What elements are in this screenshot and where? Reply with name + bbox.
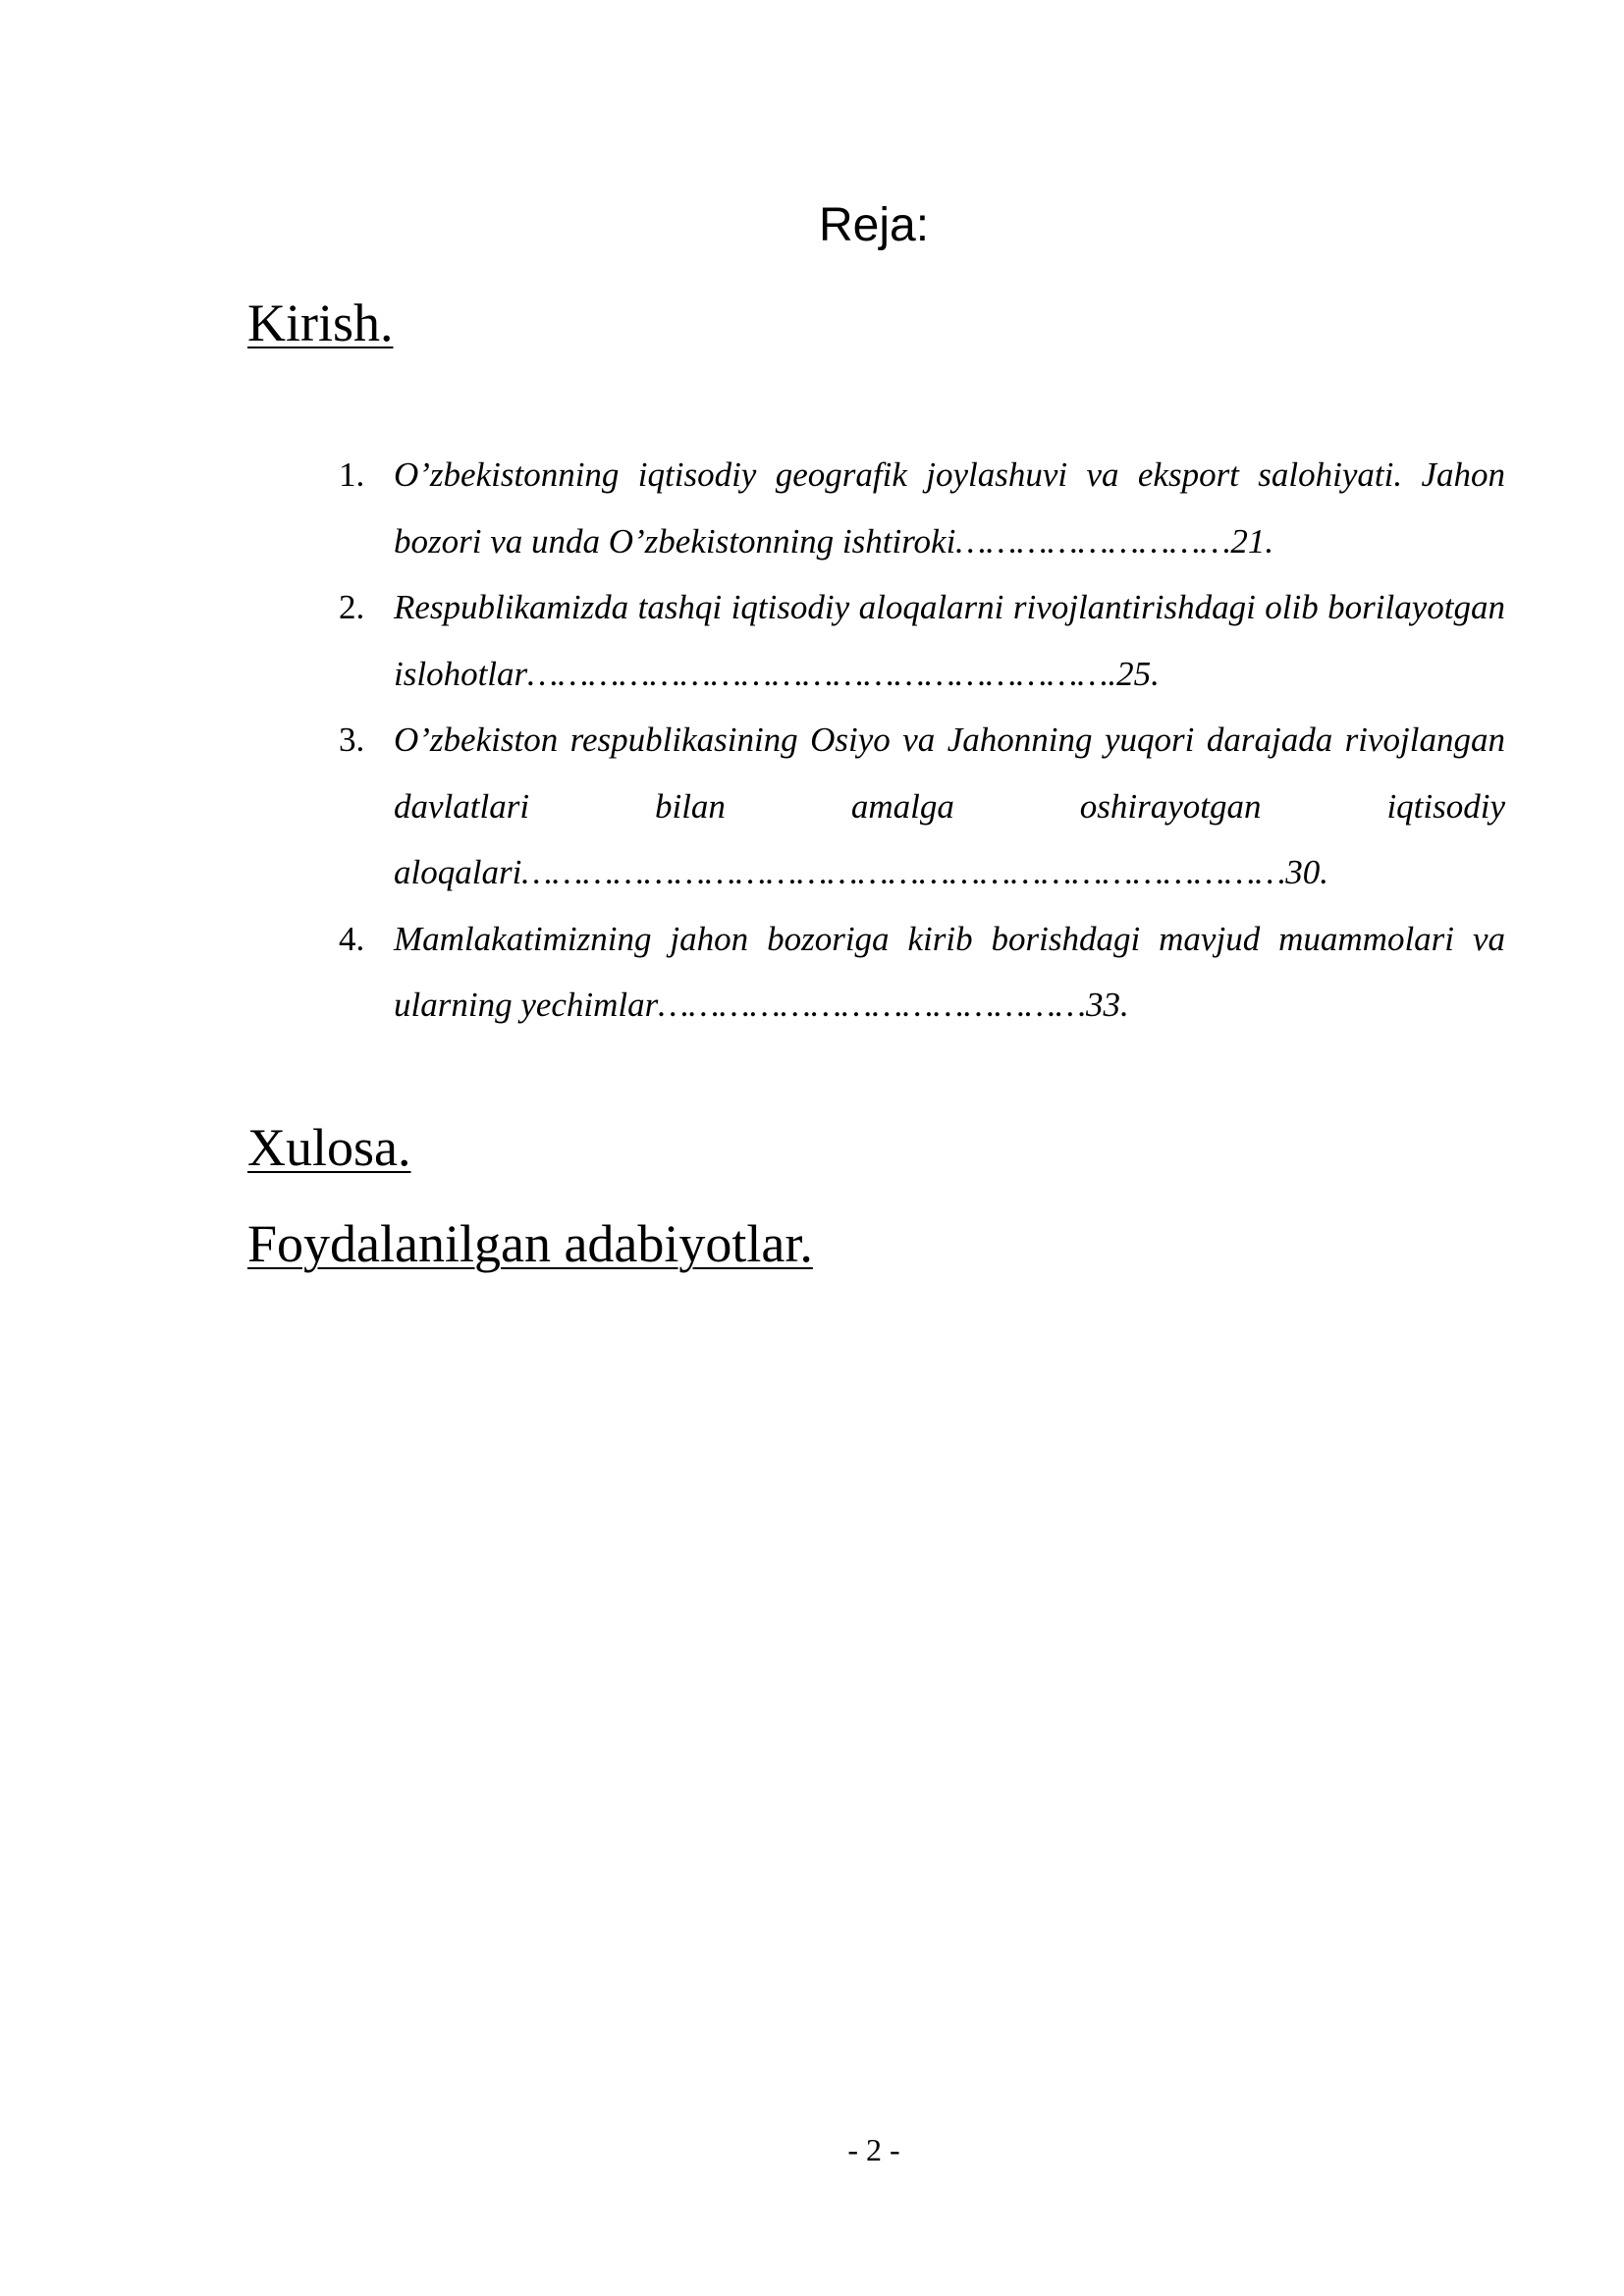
toc-item (339, 707, 1505, 906)
toc-item (339, 906, 1505, 1039)
toc-item (339, 574, 1505, 707)
toc-item-number: 2. (339, 588, 365, 626)
table-of-contents (339, 442, 1505, 1039)
toc-item-text: O’zbekistonning iqtisodiy geografik joylashuvi va eksport salohiyati. Jahon bozori va unda O’zbekistonning ishtiroki………………………21. (394, 455, 1505, 561)
toc-item (339, 442, 1505, 574)
toc-item-text: O’zbekiston respublikasining Osiyo va Jahonning yuqori darajada rivojlangan davlatlari bilan amalga oshirayotgan iqtisodiy aloqalari…………………………………………………………………30. (394, 721, 1505, 891)
toc-item-number: 3. (339, 721, 365, 759)
page-number: - 2 - (847, 2132, 900, 2167)
conclusion-heading: Xulosa. (247, 1118, 411, 1177)
toc-item-text: Respublikamizda tashqi iqtisodiy aloqalarni rivojlantirishdagi olib borilayotgan islohotlar………………………………………………….25. (394, 588, 1505, 693)
intro-heading: Kirish. (247, 294, 394, 352)
toc-item-number: 4. (339, 919, 365, 958)
page-title: Reja: (818, 199, 930, 251)
toc-item-text: Mamlakatimizning jahon bozoriga kirib borishdagi mavjud muammolari va ularning yechimlar……………………………………33. (394, 919, 1505, 1024)
toc-item-number: 1. (339, 455, 365, 494)
references-heading: Foydalanilgan adabiyotlar. (247, 1214, 813, 1273)
